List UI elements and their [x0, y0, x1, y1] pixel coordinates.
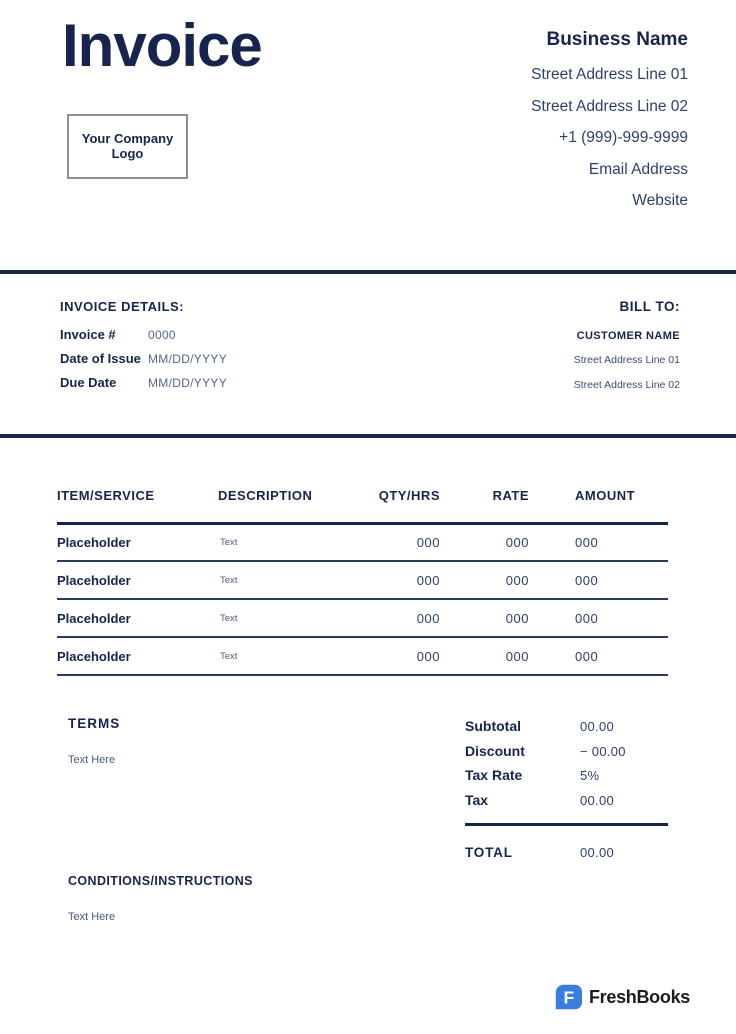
col-header-amount: AMOUNT — [529, 488, 668, 524]
item-amount: 000 — [529, 637, 668, 675]
business-address-line-2: Street Address Line 02 — [531, 97, 688, 115]
bill-to-heading: BILL TO: — [619, 298, 680, 314]
item-qty: 000 — [372, 561, 440, 599]
tax-row — [465, 792, 668, 808]
page-title: Invoice — [62, 12, 262, 79]
total-row — [465, 845, 668, 860]
invoice-details-heading: INVOICE DETAILS: — [60, 298, 185, 314]
item-rate: 000 — [440, 561, 529, 599]
tax-value: 00.00 — [580, 792, 615, 808]
item-rate: 000 — [440, 523, 529, 561]
header-left — [62, 12, 262, 224]
table-row — [57, 561, 668, 599]
item-description: Text — [218, 599, 372, 637]
line-items-table — [57, 488, 668, 677]
terms-section — [68, 716, 120, 860]
table-header-row — [57, 488, 668, 524]
subtotal-value: 00.00 — [580, 719, 615, 734]
invoice-details-band — [0, 270, 736, 438]
discount-label: Discount — [465, 742, 525, 759]
table-row — [57, 599, 668, 637]
totals-divider — [465, 823, 668, 826]
date-of-issue-label: Date of Issue — [60, 350, 141, 366]
item-qty: 000 — [372, 637, 440, 675]
item-amount: 000 — [529, 599, 668, 637]
item-qty: 000 — [372, 599, 440, 637]
tax-label: Tax — [465, 791, 489, 808]
invoice-details — [60, 299, 227, 404]
item-rate: 000 — [440, 637, 529, 675]
item-name: Placeholder — [57, 599, 218, 637]
customer-name: CUSTOMER NAME — [576, 329, 680, 342]
item-name: Placeholder — [57, 523, 218, 561]
item-qty: 000 — [372, 523, 440, 561]
tax-rate-label: Tax Rate — [465, 767, 523, 783]
item-description: Text — [218, 561, 372, 599]
total-value: 00.00 — [580, 844, 615, 860]
business-phone: +1 (999)-999-9999 — [559, 129, 688, 146]
conditions-heading: CONDITIONS/INSTRUCTIONS — [68, 873, 253, 888]
due-date-value: MM/DD/YYYY — [148, 375, 228, 390]
tax-rate-value: 5% — [580, 768, 600, 783]
tax-rate-row — [465, 767, 668, 783]
item-name: Placeholder — [57, 561, 218, 599]
bill-to-section — [574, 299, 680, 404]
business-address-line-1: Street Address Line 01 — [531, 66, 688, 83]
item-description: Text — [218, 523, 372, 561]
conditions-section — [68, 874, 668, 923]
due-date-row — [60, 375, 227, 390]
due-date-label: Due Date — [60, 374, 117, 390]
freshbooks-brand — [554, 982, 690, 1012]
discount-value: − 00.00 — [580, 743, 626, 759]
freshbooks-brand-name: FreshBooks — [588, 986, 690, 1007]
item-description: Text — [218, 637, 372, 675]
business-website: Website — [632, 192, 688, 209]
business-name: Business Name — [546, 29, 688, 50]
total-label: TOTAL — [465, 844, 513, 860]
terms-text: Text Here — [68, 754, 116, 766]
item-amount: 000 — [529, 523, 668, 561]
col-header-rate: RATE — [440, 488, 529, 524]
conditions-text: Text Here — [68, 910, 116, 923]
col-header-description: DESCRIPTION — [218, 488, 372, 524]
invoice-header — [0, 0, 736, 224]
invoice-number-value: 0000 — [148, 327, 176, 342]
date-of-issue-row — [60, 351, 227, 366]
business-email: Email Address — [588, 160, 688, 178]
freshbooks-f-icon — [554, 982, 582, 1012]
subtotal-row — [465, 718, 668, 734]
date-of-issue-value: MM/DD/YYYY — [148, 351, 228, 366]
item-rate: 000 — [440, 599, 529, 637]
subtotal-label: Subtotal — [465, 718, 521, 734]
totals-section — [465, 718, 668, 860]
terms-heading: TERMS — [68, 716, 121, 731]
item-amount: 000 — [529, 561, 668, 599]
customer-address-line-2: Street Address Line 02 — [573, 378, 680, 391]
table-row — [57, 523, 668, 561]
business-info — [531, 16, 688, 224]
invoice-number-label: Invoice # — [60, 326, 116, 342]
discount-row — [465, 743, 668, 759]
table-row — [57, 637, 668, 675]
col-header-qty-hrs: QTY/HRS — [372, 488, 440, 524]
invoice-number-row — [60, 327, 227, 342]
item-name: Placeholder — [57, 637, 218, 675]
company-logo-placeholder — [67, 114, 188, 179]
customer-address-line-1: Street Address Line 01 — [573, 353, 680, 366]
company-logo-text: Your Company Logo — [81, 130, 174, 161]
svg-text:F: F — [563, 987, 575, 1008]
terms-and-totals — [68, 716, 668, 860]
col-header-item-service: ITEM/SERVICE — [57, 488, 218, 524]
